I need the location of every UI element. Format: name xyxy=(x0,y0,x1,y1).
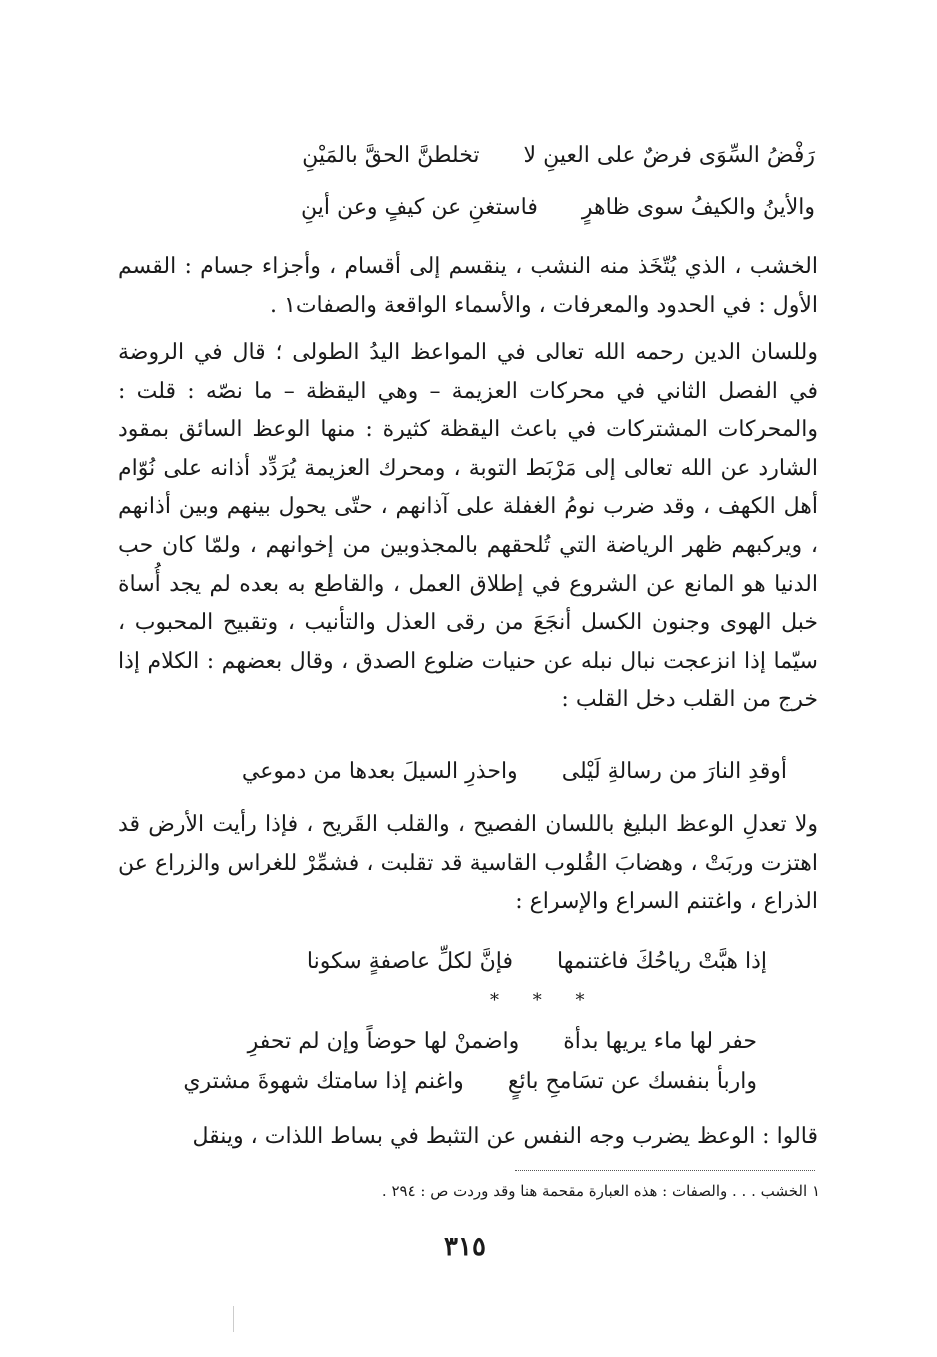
verse-hemistich-left: تخلطنَّ الحقَّ بالمَيْنِ xyxy=(302,143,480,168)
verse-line-1 xyxy=(302,136,815,176)
verse-hemistich-right: والأينُ والكيفُ سوى ظاهرٍ xyxy=(581,195,815,220)
verse-hemistich-right: رَفْضُ السِّوَى فرضٌ على العينِ لا xyxy=(523,143,815,168)
paragraph-closing: قالوا : الوعظ يضرب وجه النفس عن التثبط في بساط اللذات ، وينقل xyxy=(192,1124,818,1149)
footnote-divider xyxy=(515,1170,815,1171)
page-number: ٣١٥ xyxy=(444,1232,486,1262)
section-separator-stars: * * * xyxy=(490,990,599,1011)
verse-hemistich-right: أوقدِ النارَ من رسالةِ لَيْلى xyxy=(561,759,787,784)
verse-hemistich-left: واحذرِ السيلَ بعدها من دموعي xyxy=(241,759,518,784)
verse-hemistich-left: فاستغنِ عن كيفٍ وعن أينِ xyxy=(301,195,538,220)
verse-hemistich-right: إذا هبَّتْ رياحُكَ فاغتنمها xyxy=(557,949,767,974)
verse-hemistich-left: واضمنْ لها حوضاً وإن لم تحفرِ xyxy=(247,1029,520,1054)
verse-line-4 xyxy=(183,1062,757,1102)
paragraph-sermon: وللسان الدين رحمه الله تعالى في المواعظ اليدُ الطولى ؛ قال في الروضة في الفصل الثاني في محركات العزيمة – وهي اليقظة – ما نصّه : قلت : والمحركات المشتركات في باعث اليقظة كثيرة : منها الوعظ السائق بمقود الشارد عن الله تعالى إلى مَرْبَط التوبة ، ومحرك العزيمة يُرَدِّد أذانه على نُوّام أهل الكهف ، وقد ضرب نومُ الغفلة على آذانهم ، حتّى يحول بينهم وبين أذانهم ، ويركبهم ظهر الرياضة التي تُلحقهم بالمجذوبين من إخوانهم ، ولمّا كان حب الدنيا هو المانع عن الشروع في إطلاق العمل ، والقاطع به بعده لم يجد أُساة خبل الهوى وجنون الكسل أنجَعَ من رقى العذل والتأنيب ، وتقبيح المحبوب ، سيّما إذا انزعجت نبال نبله عن حنيات ضلوع الصدق ، وقال بعضهم : الكلام إذا خرج من القلب دخل القلب : xyxy=(118,340,818,713)
verse-hemistich-left: فإنَّ لكلِّ عاصفةٍ سكونا xyxy=(306,949,513,974)
verse-line-3 xyxy=(248,1022,757,1062)
verse-hemistich-right: حفر لها ماء يريها بدأة xyxy=(563,1029,757,1054)
verse-hemistich-left: واغنم إذا سامتك شهوةَ مشتري xyxy=(183,1069,464,1094)
verse-hemistich-right: واربأ بنفسك عن تسَامحِ بائعٍ xyxy=(507,1069,757,1094)
verse-line-2 xyxy=(301,188,815,228)
paragraph-intro: الخشب ، الذي يُتّخَذ منه النشب ، ينقسم إلى أقسام ، وأجزاء جسام : القسم الأول : في الحدود والمعرفات ، والأسماء الواقعة والصفات١ . xyxy=(118,254,818,318)
footnote: ١ الخشب . . . والصفات : هذه العبارة مقحمة هنا وقد وردت ص : ٢٩٤ . xyxy=(381,1182,820,1200)
paragraph-preaching: ولا تعدلِ الوعظ البليغ باللسان الفصيح ، والقلب القَريح ، فإذا رأيت الأرض قد اهتزت وربَتْ ، وهضابَ القُلوب القاسية قد تقلبت ، فشمِّرْ للغراس والزراع عن الذراع ، واغتنم السراع والإسراع : xyxy=(118,812,818,915)
verse-line-fire xyxy=(242,752,787,792)
scan-margin-mark xyxy=(233,1306,234,1332)
verse-line-wind xyxy=(307,942,767,982)
